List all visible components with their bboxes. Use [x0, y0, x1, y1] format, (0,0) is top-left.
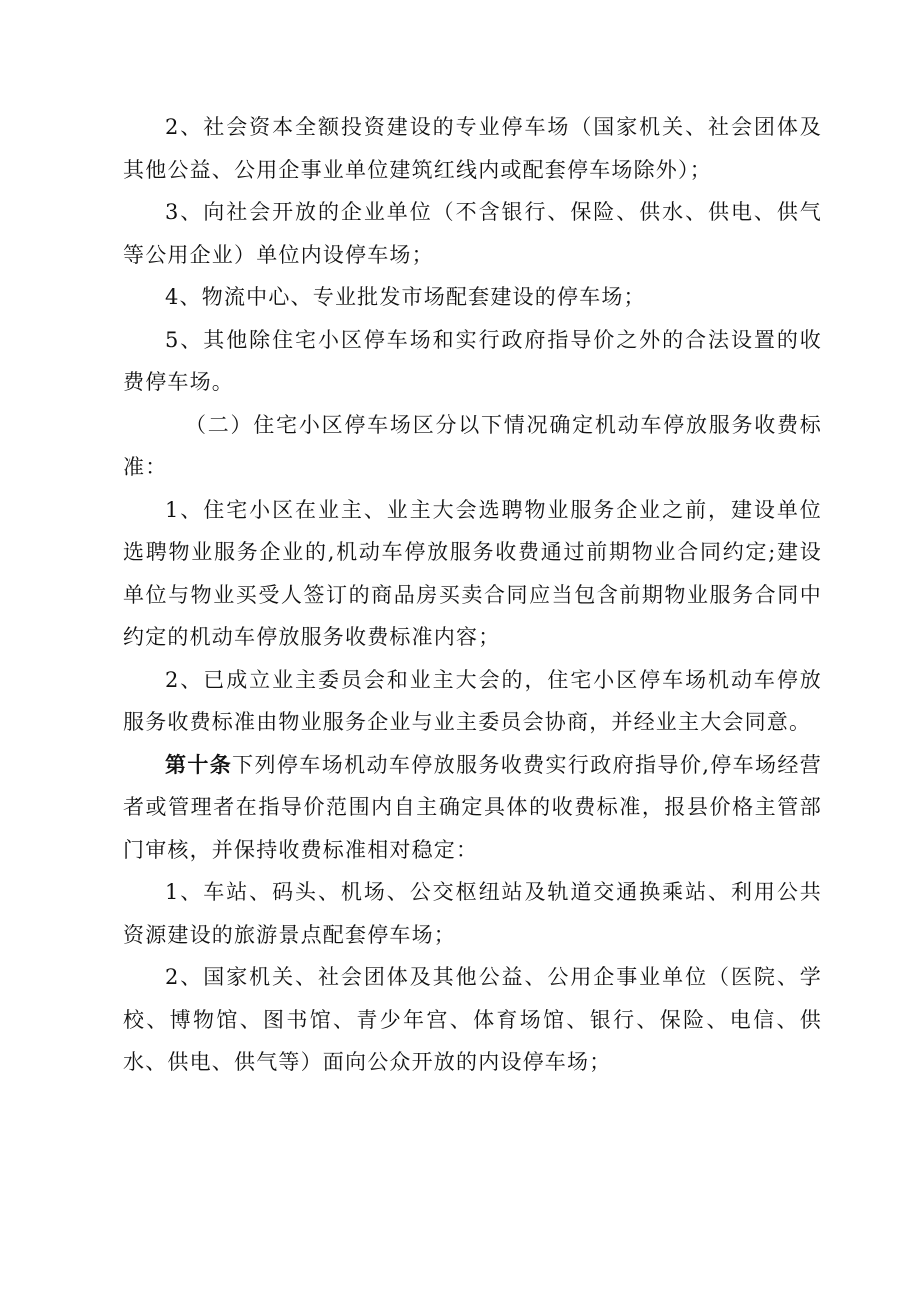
paragraph-residential-item-2: 2、已成立业主委员会和业主大会的，住宅小区停车场机动车停放服务收费标准由物业服务企业与业主委员会协商，并经业主大会同意。 [123, 667, 822, 734]
paragraph-residential-item-1: 1、住宅小区在业主、业主大会选聘物业服务企业之前，建设单位选聘物业服务企业的,机动车停放服务收费通过前期物业合同约定;建设单位与物业买受人签订的商品房买卖合同应当包含前期物业服务合同中约定的机动车停放服务收费标准内容； [123, 497, 822, 649]
paragraph-section-2-residential: （二）住宅小区停车场区分以下情况确定机动车停放服务收费标准： [123, 412, 822, 479]
paragraph-item-2-commercial-parking: 2、社会资本全额投资建设的专业停车场（国家机关、社会团体及其他公益、公用企事业单位建筑红线内或配套停车场除外）； [123, 115, 822, 182]
paragraph-article-10-item-2: 2、国家机关、社会团体及其他公益、公用企事业单位（医院、学校、博物馆、图书馆、青少年宫、体育场馆、银行、保险、电信、供水、供电、供气等）面向公众开放的内设停车场； [123, 965, 822, 1074]
paragraph-item-3-enterprise-parking: 3、向社会开放的企业单位（不含银行、保险、供水、供电、供气等公用企业）单位内设停车场； [123, 200, 822, 267]
paragraph-item-5-other-parking: 5、其他除住宅小区停车场和实行政府指导价之外的合法设置的收费停车场。 [123, 327, 822, 394]
paragraph-item-4-logistics-parking: 4、物流中心、专业批发市场配套建设的停车场； [165, 285, 646, 309]
paragraph-article-10 [123, 744, 822, 872]
article-number: 第十条 [165, 751, 233, 777]
paragraph-article-10-item-1: 1、车站、码头、机场、公交枢纽站及轨道交通换乘站、利用公共资源建设的旅游景点配套停车场； [123, 880, 822, 947]
article-body: 下列停车场机动车停放服务收费实行政府指导价,停车场经营者或管理者在指导价范围内自主确定具体的收费标准，报县价格主管部门审核，并保持收费标准相对稳定： [123, 752, 822, 862]
